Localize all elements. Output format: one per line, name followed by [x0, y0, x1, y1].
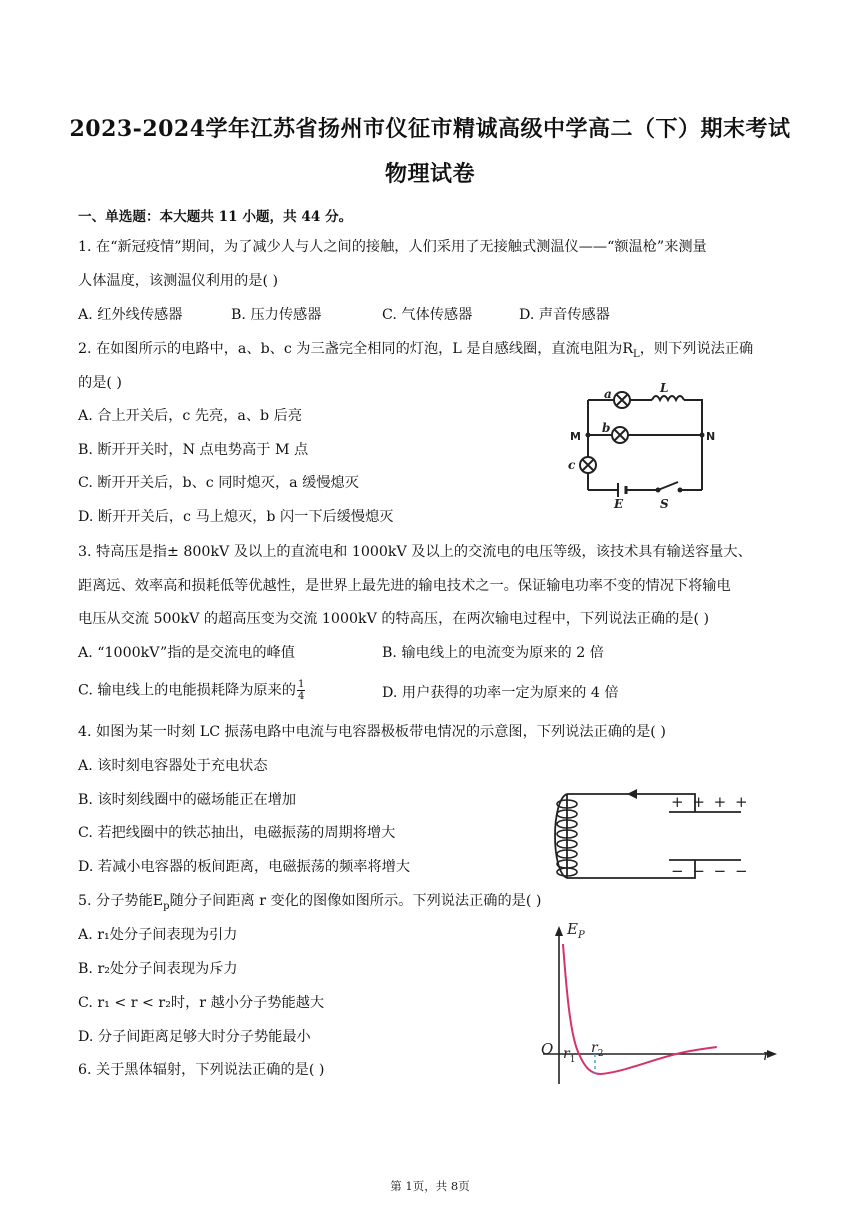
exam-title-line1: 2023-2024学年江苏省扬州市仪征市精诚高级中学高二（下）期末考试 [69, 116, 791, 142]
q2-label-b: b [602, 421, 611, 435]
q2-option-c: C. 断开开关后，b、c 同时熄灭，a 缓慢熄灭 [78, 475, 359, 491]
q2-stem-text: 2. 在如图所示的电路中，a、b、c 为三盏完全相同的灯泡，L 是自感线圈，直流电阻为R [78, 341, 634, 357]
q3-option-c-fraction [297, 679, 305, 702]
q2-option-d: D. 断开开关后，c 马上熄灭，b 闪一下后缓慢熄灭 [78, 509, 394, 525]
y-axis-label [566, 920, 585, 941]
q2-stem-line1 [78, 338, 753, 360]
q4-stem: 4. 如图为某一时刻 LC 振荡电路中电流与电容器极板带电情况的示意图，下列说法正确的是( ) [78, 724, 666, 740]
q1-stem-line1: 1. 在“新冠疫情”期间，为了减少人与人之间的接触，人们采用了无接触式测温仪——“额温枪”来测量 [78, 239, 707, 255]
q4-option-b: B. 该时刻线圈中的磁场能正在增加 [78, 792, 297, 808]
q2-stem-tail: ，则下列说法正确 [639, 341, 754, 357]
q2-circuit-figure [560, 380, 720, 510]
origin-label: O [541, 1040, 554, 1058]
q3-stem-line3: 电压从交流 500kV 的超高压变为交流 1000kV 的特高压，在两次输电过程中，下列说法正确的是( ) [78, 611, 710, 627]
q2-stem-line2: 的是( ) [78, 375, 122, 391]
q2-option-a: A. 合上开关后，c 先亮，a、b 后亮 [78, 408, 303, 424]
q5-stem-text: 5. 分子势能E [78, 893, 164, 909]
q5-option-b: B. r₂处分子间表现为斥力 [78, 961, 238, 977]
q4-option-a: A. 该时刻电容器处于充电状态 [78, 758, 268, 774]
q1-option-d: D. 声音传感器 [519, 307, 610, 323]
exam-title-line2: 物理试卷 [384, 161, 475, 187]
q1-stem-line2: 人体温度，该测温仪利用的是( ) [78, 273, 279, 289]
r1-label-main: r [563, 1046, 570, 1062]
q3-option-c [78, 679, 306, 702]
q5-option-a: A. r₁处分子间表现为引力 [78, 927, 238, 943]
y-axis-label-sub: P [577, 930, 585, 941]
y-axis-label-main: E [567, 920, 578, 938]
q5-stem-tail: 随分子间距离 r 变化的图像如图所示。下列说法正确的是( ) [169, 893, 542, 909]
q3-option-c-text: C. 输电线上的电能损耗降为原来的 [78, 682, 296, 699]
q1-option-b: B. 压力传感器 [231, 307, 322, 323]
q2-label-S: S [660, 497, 669, 510]
q5-stem-sub: p [163, 900, 170, 912]
current-arrow-icon [627, 789, 637, 799]
r2-label-sub: 2 [597, 1049, 604, 1059]
x-axis-label: r [763, 1046, 771, 1064]
fraction-denominator: 4 [298, 691, 305, 702]
q5-option-c: C. r₁ < r < r₂时，r 越小分子势能越大 [78, 995, 325, 1011]
r2-label [591, 1040, 603, 1059]
q6-stem: 6. 关于黑体辐射，下列说法正确的是( ) [78, 1062, 325, 1078]
q5-potential-energy-graph [535, 918, 785, 1090]
q2-label-E: E [614, 497, 624, 510]
q3-option-d: D. 用户获得的功率一定为原来的 4 倍 [382, 685, 619, 701]
q3-stem-line2: 距离远、效率高和损耗低等优越性，是世界上最先进的输电技术之一。保证输电功率不变的情况下将输电 [78, 578, 731, 594]
q3-option-b: B. 输电线上的电流变为原来的 2 倍 [382, 645, 604, 661]
y-axis-arrow-icon [555, 926, 563, 936]
section-heading: 一、单选题：本大题共 11 小题，共 44 分。 [78, 209, 353, 225]
q1-option-a: A. 红外线传感器 [78, 307, 183, 323]
q3-option-a: A. “1000kV”指的是交流电的峰值 [78, 645, 295, 661]
q3-stem-line1: 3. 特高压是指± 800kV 及以上的直流电和 1000kV 及以上的交流电的电压等级，该技术具有输送容量大、 [78, 544, 752, 560]
q2-stem-sub: L [633, 348, 640, 360]
q4-minus-charges: − − − − [671, 862, 750, 880]
q2-label-M: M [570, 430, 581, 443]
q1-option-c: C. 气体传感器 [382, 307, 473, 323]
fraction-numerator: 1 [298, 679, 305, 690]
page-footer: 第 1页，共 8页 [390, 1179, 470, 1193]
q4-option-c: C. 若把线圈中的铁芯抽出，电磁振荡的周期将增大 [78, 825, 396, 841]
q2-label-N: N [706, 430, 716, 443]
r1-label [563, 1046, 575, 1065]
q2-label-L: L [660, 381, 669, 395]
q4-option-d: D. 若减小电容器的板间距离，电磁振荡的频率将增大 [78, 859, 411, 875]
q2-label-a: a [604, 387, 612, 401]
q5-stem [78, 890, 541, 912]
q2-label-c: c [568, 458, 576, 472]
r2-label-main: r [591, 1040, 598, 1056]
q4-plus-charges: + + + + [671, 793, 750, 811]
r1-label-sub: 1 [569, 1055, 576, 1065]
q5-option-d: D. 分子间距离足够大时分子势能最小 [78, 1029, 311, 1045]
q4-lc-circuit-figure [545, 780, 755, 890]
q2-option-b: B. 断开开关时，N 点电势高于 M 点 [78, 442, 309, 458]
